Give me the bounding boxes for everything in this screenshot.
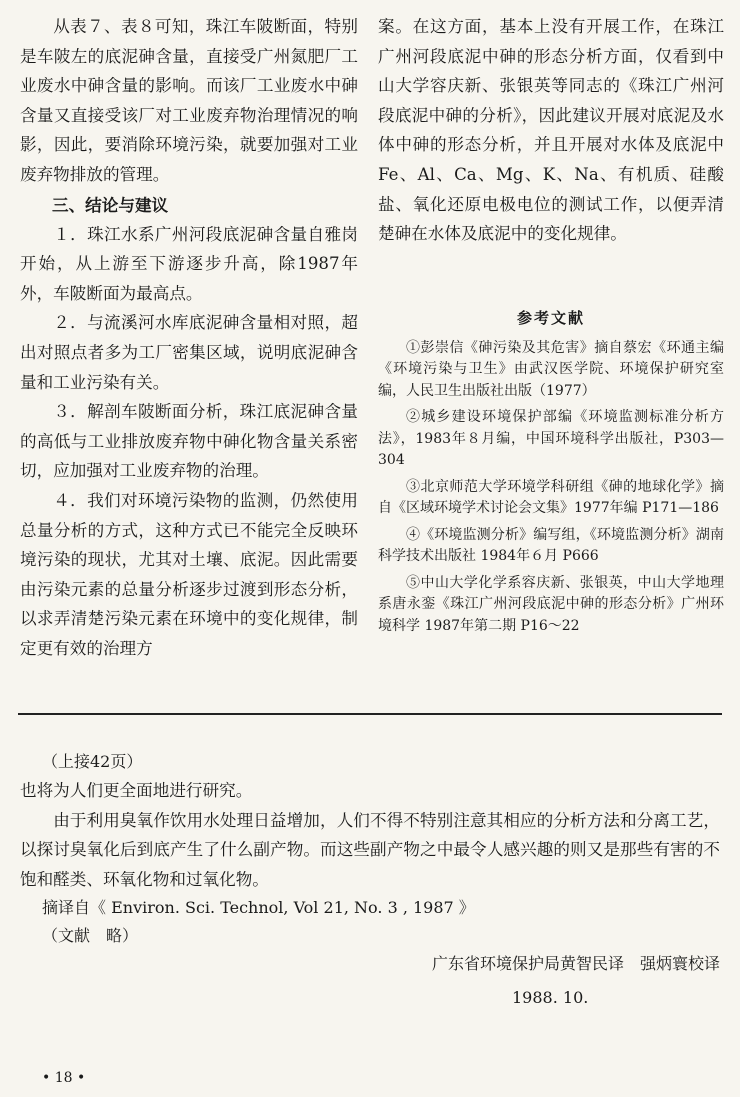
continued-from-label: （上接42页） [42,752,143,771]
reference-item: ⑤中山大学化学系容庆新、张银英，中山大学地理系唐永銮《珠江广州河段底泥中砷的形态分析》广州环境科学 1987年第二期 P16～22 [378,574,724,634]
section-divider [18,713,722,715]
references-omitted: （文献 略） [42,926,139,946]
body-paragraph: 由于利用臭氧作饮用水处理日益增加，人们不得不特别注意其相应的分析方法和分离工艺，以探讨臭氧化后到底产生了什么副产物。而这些副产物之中最令人感兴趣的则又是那些有害的不饱和醛类、环氧化物和过氧化物。 [20,810,720,889]
conclusion-item-4: ４．我们对环境污染物的监测，仍然使用总量分析的方式，这种方式已不能完全反映环境污染的现状，尤其对土壤、底泥。因此需要由污染元素的总量分析逐步过渡到形态分析，以求弄清楚污染元素在环境中的变化规律，制定更有效的治理方 [20,490,358,658]
continued-article [20,748,720,950]
body-paragraph: 也将为人们更全面地进行研究。 [20,781,253,800]
reference-item: ①彭崇信《砷污染及其危害》摘自蔡宏《环通主编《环境污染与卫生》由武汉医学院、环境保护研究室编，人民卫生出版社出版（1977） [378,339,724,399]
body-paragraph: 从表７、表８可知，珠江车陂断面，特别是车陂左的底泥砷含量，直接受广州氮肥厂工业废水中砷含量的影响。而该厂工业废水中砷含量又直接受该厂对工业废弃物治理情况的响影，因此，要消除环境污染，就要加强对工业废弃物排放的管理。 [20,17,358,184]
reference-item: ②城乡建设环境保护部编《环境监测标准分析方法》，1983年８月编，中国环境科学出版社，P303—304 [378,409,724,469]
reference-item: ④《环境监测分析》编写组，《环境监测分析》湖南科学技术出版社 1984年６月 P666 [378,526,724,565]
translation-date: 1988. 10. [512,988,589,1007]
left-column [20,12,358,663]
conclusion-item-1: １．珠江水系广州河段底泥砷含量自雅岗开始，从上游至下游逐步升高，除1987年外，车陂断面为最高点。 [20,224,358,303]
page-number: • 18 • [42,1070,86,1086]
conclusion-item-3: ３．解剖车陂断面分析，珠江底泥砷含量的高低与工业排放废弃物中砷化物含量关系密切，应加强对工业废弃物的治理。 [20,402,358,481]
section-heading: 三、结论与建议 [52,194,169,215]
right-column [378,12,724,642]
reference-item: ③北京师范大学环境学科研组《砷的地球化学》摘自《区域环境学术讨论会文集》1977年编 P171—186 [378,478,724,517]
translator-credit: 广东省环境保护局黄智民译 强炳寰校译 [431,954,720,973]
conclusion-item-2: ２．与流溪河水库底泥砷含量相对照，超出对照点者多为工厂密集区域，说明底泥砷含量和工业污染有关。 [20,313,358,392]
references-heading: 参考文献 [516,308,585,327]
source-citation: 摘译自《 Environ. Sci. Technol, Vol 21, No. 3 , 1987 》 [42,898,475,918]
continued-paragraph: 案。在这方面，基本上没有开展工作，在珠江广州河段底泥中砷的形态分析方面，仅看到中山大学容庆新、张银英等同志的《珠江广州河段底泥中砷的分析》，因此建议开展对底泥及水体中砷的形态分析，并且开展对水体及底泥中Fe、Al、Ca、Mg、K、Na、有机质、硅酸盐、氧化还原电极电位的测试工作，以便弄清楚砷在水体及底泥中的变化规律。 [378,17,724,244]
